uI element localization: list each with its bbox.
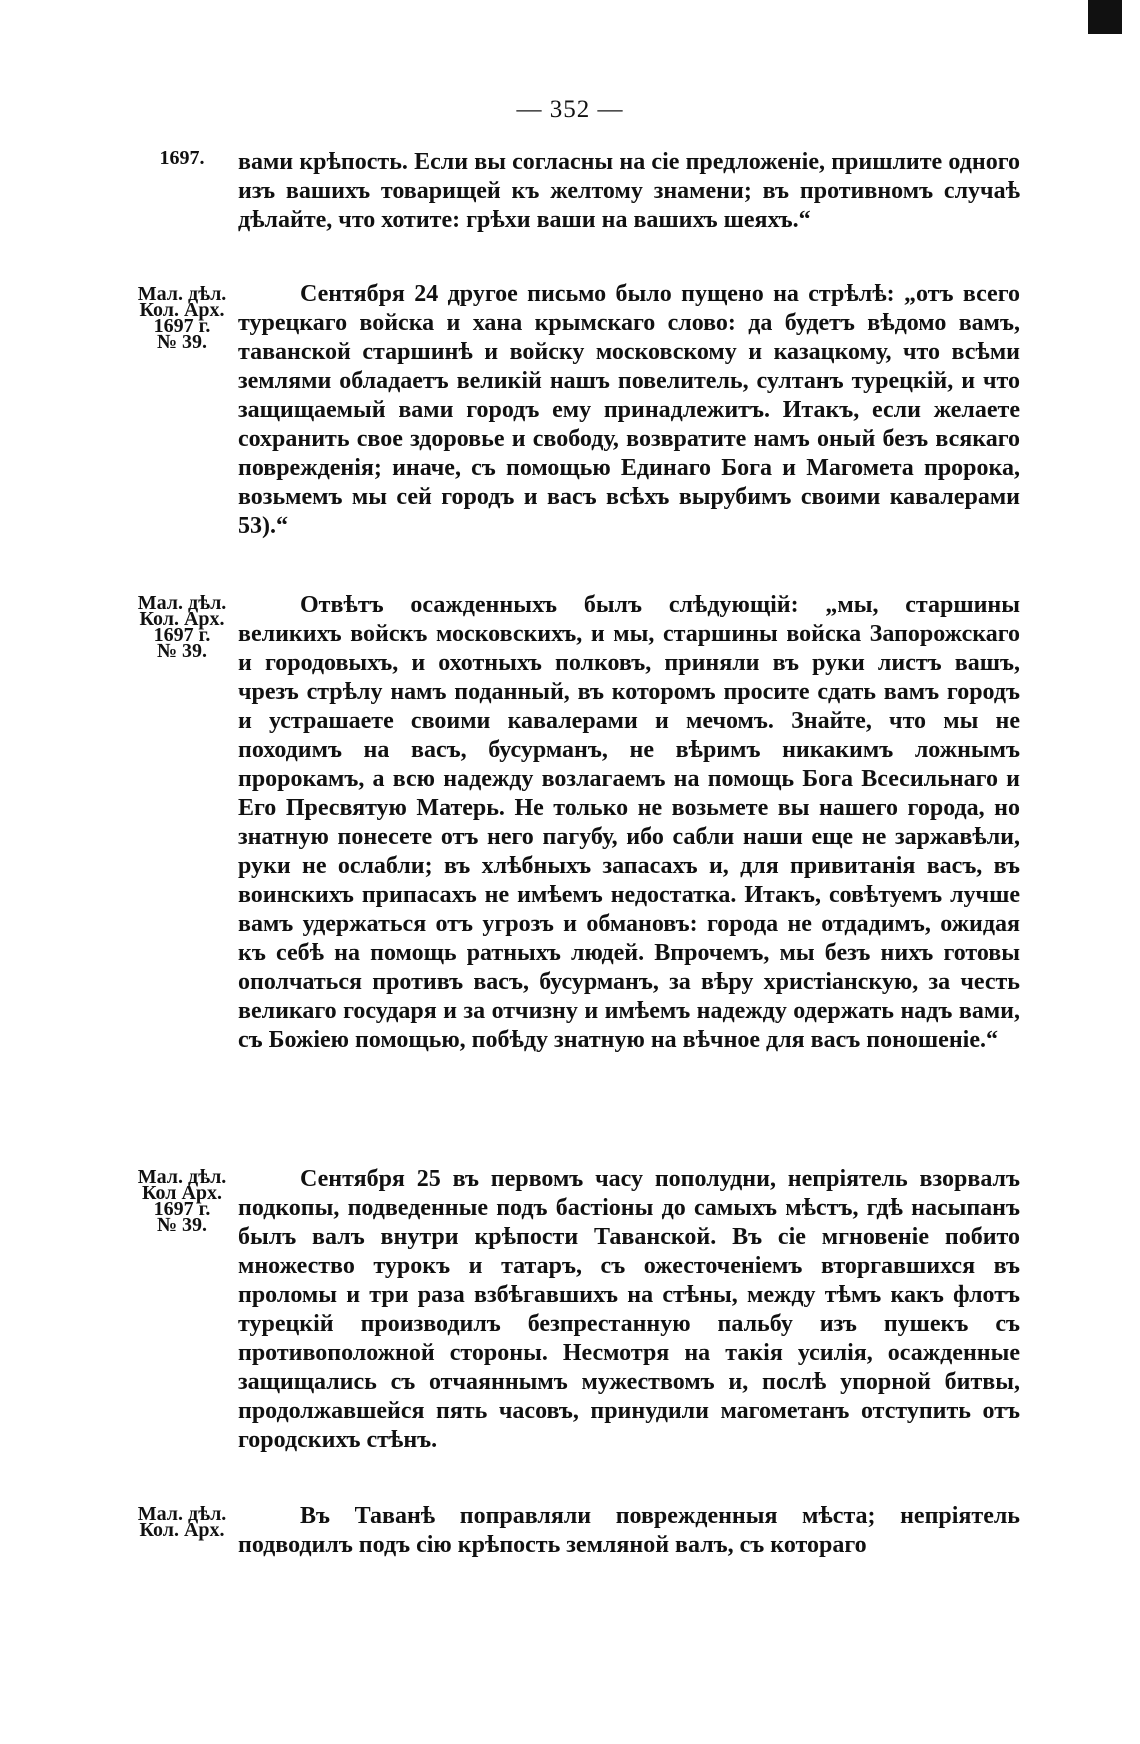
paragraph-text: Сентября 24 другое письмо было пущено на стрѣлѣ: „отъ всего турецкаго войска и хана крымскаго слово: да будетъ вѣдомо вамъ, таванской старшинѣ и войску московскому и казацкому, что всѣми землями обладаетъ великій нашъ повелитель, султанъ турецкій, и что защищаемый вами городъ ему принадлежитъ. Итакъ, если желаете сохранить свое здоровье и свободу, возвратите намъ оный безъ всякаго поврежденія; иначе, съ помощью Единаго Бога и Магомета пророка, возьмемъ мы сей городъ и васъ всѣхъ вырубимъ своими кавалерами 53).“ bbox=[238, 281, 1020, 539]
margin-line: Кол Арх. bbox=[141, 1182, 223, 1204]
margin-line: 1697 г. bbox=[153, 315, 211, 337]
page-number: — 352 — bbox=[516, 96, 624, 123]
margin-year bbox=[130, 147, 234, 169]
margin-reference bbox=[130, 283, 234, 353]
paragraph-text: Сентября 25 въ первомъ часу пополудни, непріятель взорвалъ подкопы, подведенные подъ бастіоны до самыхъ мѣстъ, гдѣ насыпанъ былъ валъ внутри крѣпости Таванской. Въ сіе мгновеніе побито множество турокъ и татаръ, съ ожесточеніемъ вторгавшихся въ проломы и три раза взбѣгавшихъ на стѣны, между тѣмъ какъ флотъ турецкій производилъ безпрестанную пальбу изъ пушекъ съ противоположной стороны. Несмотря на такія усилія, осажденные защищались съ отчаяннымъ мужествомъ и, послѣ упорной битвы, продолжавшейся пять часовъ, принудили магометанъ отступить отъ городскихъ стѣнъ. bbox=[238, 1166, 1020, 1453]
paragraph-text: Отвѣтъ осажденныхъ былъ слѣдующій: „мы, старшины великихъ войскъ московскихъ, и мы, старшины войска Запорожскаго и городовыхъ, и охотныхъ полковъ, приняли въ руки листъ вашъ, чрезъ стрѣлу намъ поданный, въ которомъ просите сдать вамъ городъ и устрашаете своими кавалерами и мечомъ. Знайте, что мы не походимъ на васъ, бусурманъ, не вѣримъ никакимъ ложнымъ пророкамъ, а всю надежду возлагаемъ на помощь Бога Всесильнаго и Его Пресвятую Матерь. Не только не возьмете вы нашего города, но знатную понесете отъ него пагубу, ибо сабли наши еще не заржавѣли, руки не ослабли; въ хлѣбныхъ запасахъ и, для привитанія васъ, въ воинскихъ припасахъ не имѣемъ недостатка. Итакъ, совѣтуемъ лучше вамъ удержаться отъ угрозъ и обмановъ: города не отдадимъ, ожидая къ себѣ на помощь ратныхъ людей. Впрочемъ, мы безъ нихъ готовы ополчаться противъ васъ, бусурманъ, за вѣру христіанскую, за честь великаго государя и за отчизну и имѣемъ надежду одержать надъ вами, съ Божіею помощью, побѣду знатную на вѣчное для васъ поношеніе.“ bbox=[238, 592, 1020, 1053]
margin-line: 1697 г. bbox=[153, 1198, 211, 1220]
margin-line: Мал. дѣл. bbox=[137, 1503, 227, 1525]
margin-line: Кол. Арх. bbox=[139, 299, 225, 321]
scan-artifact-mark bbox=[1088, 0, 1122, 34]
margin-reference bbox=[130, 592, 234, 662]
margin-line: № 39. bbox=[156, 1214, 208, 1236]
margin-line: 1697. bbox=[159, 147, 205, 169]
margin-line: Кол. Арх. bbox=[139, 1519, 225, 1541]
margin-line: Мал. дѣл. bbox=[137, 283, 227, 305]
paragraph-text: Въ Таванѣ поправляли поврежденныя мѣста; непріятель подводилъ подъ сію крѣпость земляной валъ, съ котораго bbox=[238, 1503, 1020, 1558]
paragraph-text: вами крѣпость. Если вы согласны на сіе предложеніе, пришлите одного изъ вашихъ товарищей къ желтому знамени; въ противномъ случаѣ дѣлайте, что хотите: грѣхи ваши на вашихъ шеяхъ.“ bbox=[238, 149, 1020, 233]
margin-reference bbox=[130, 1503, 234, 1541]
margin-line: № 39. bbox=[156, 331, 208, 353]
margin-line: Мал. дѣл. bbox=[137, 592, 227, 614]
margin-line: Кол. Арх. bbox=[139, 608, 225, 630]
margin-reference bbox=[130, 1166, 234, 1236]
margin-line: 1697 г. bbox=[153, 624, 211, 646]
margin-line: № 39. bbox=[156, 640, 208, 662]
margin-line: Мал. дѣл. bbox=[137, 1166, 227, 1188]
